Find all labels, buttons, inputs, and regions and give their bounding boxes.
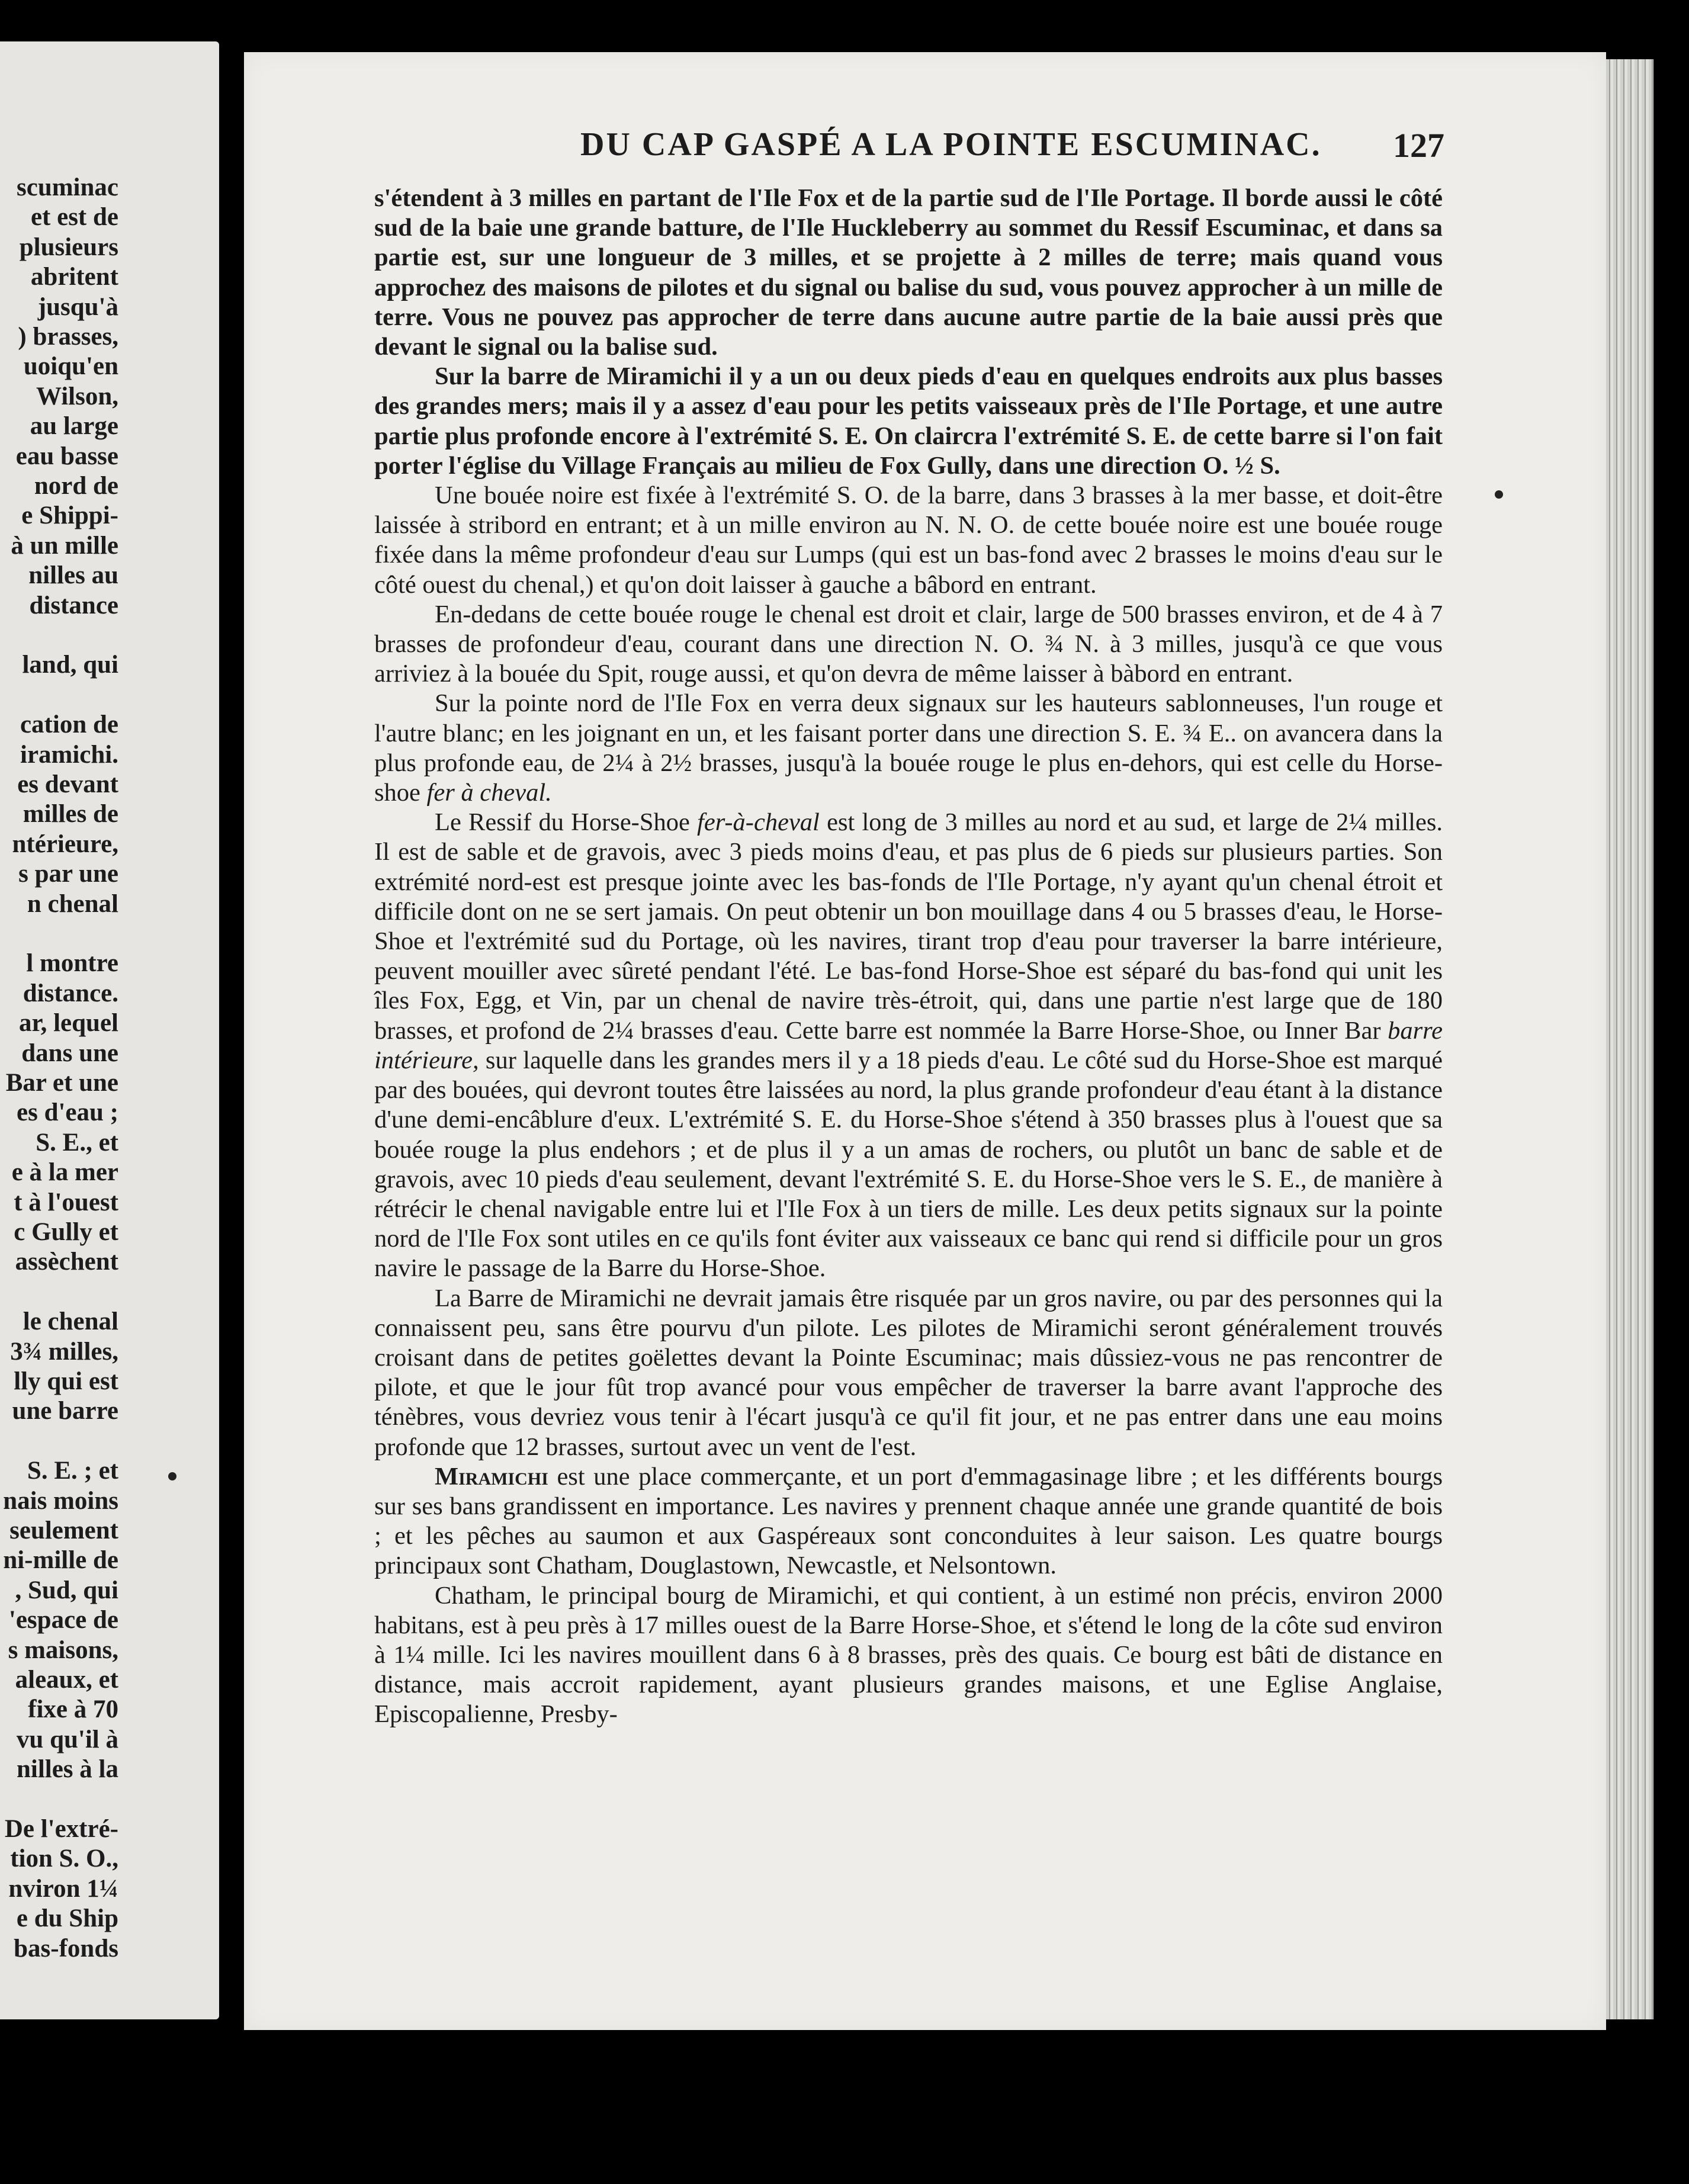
left-page-line: distance. [23,979,118,1007]
left-page-line: à un mille [11,531,118,560]
left-page-line: 'espace de [8,1606,118,1634]
left-page-line: abritent [30,263,118,291]
left-page-line: es devant [17,770,118,798]
running-head: DU CAP GASPÉ A LA POINTE ESCUMINAC. [580,126,1322,163]
left-page-line: tion S. O., [10,1845,118,1873]
left-page-line: nilles au [28,561,118,590]
page-number: 127 [1393,126,1444,165]
left-page-line: et est de [30,203,118,232]
paragraph: La Barre de Miramichi ne devrait jamais être risquée par un gros navire, ou par des personnes qui la connaissent peu, sans être pourvu d'un pilote. Les pilotes de Miramichi seront généralement trouvés croisant dans de petites goëlettes devant la Pointe Escuminac; mais dûssiez-vous ne pas rencontrer de pilote, et que le jour fût trop avancé pour vous empêcher de traverser la barre avant l'approche des ténèbres, vous devriez vous tenir à l'écart jusqu'à ce qu'il fit jour, et ne pas entrer dans une eau moins profonde que 12 brasses, surtout avec un vent de l'est. [374,1284,1443,1461]
left-page-line: bas-fonds [14,1934,118,1963]
left-page-line: 3¾ milles, [10,1337,118,1366]
paragraph: Une bouée noire est fixée à l'extrémité S. O. de la barre, dans 3 brasses à la mer basse, et doit-être laissée à stribord en entrant; et à un mille environ au N. N. O. de cette bouée noire est une bouée rouge fixée dans la même profondeur d'eau sur Lumps (qui est un bas-fond avec 2 brasses le moins d'eau sur le côté ouest du chenal,) et qu'on doit laisser à gauche a bâbord en entrant. [374,481,1443,599]
left-page-line: fixe à 70 [28,1695,118,1724]
left-page-line: une barre [12,1397,118,1425]
paragraph: Sur la barre de Miramichi il y a un ou deux pieds d'eau en quelques endroits aux plus basses des grandes mers; mais il y a assez d'eau pour les petits vaisseaux près de l'Ile Portage, et une autre partie plus profonde encore à l'extrémité S. E. On claircra l'extrémité S. E. de cette barre si l'on fait porter l'église du Village Français au milieu de Fox Gully, dans une direction O. ½ S. [374,362,1443,480]
paragraph: Le Ressif du Horse-Shoe fer-à-cheval est long de 3 milles au nord et au sud, et large de 2¼ milles. Il est de sable et de gravois, avec 3 pieds moins d'eau, et pas plus de 6 pieds sur plusieurs parties. Son extrémité nord-est est presque jointe avec les bas-fonds de l'Ile Portage, n'y ayant qu'un chenal étroit et difficile dont on ne se sert jamais. On peut obtenir un bon mouillage dans 4 ou 5 brasses d'eau, le Horse-Shoe et l'extrémité sud du Portage, où les navires, tirant trop d'eau pour traverser la barre intérieure, peuvent mouiller avec sûreté pendant l'été. Le bas-fond Horse-Shoe est séparé du bas-fond qui unit les îles Fox, Egg, et Vin, par un chenal de navire très-étroit, qui, dans une partie n'est large que de 180 brasses, et profond de 2¼ brasses d'eau. Cette barre est nommée la Barre Horse-Shoe, ou Inner Bar barre intérieure, sur laquelle dans les grandes mers il y a 18 pieds d'eau. Le côté sud du Horse-Shoe est marqué par des bouées, qui devront toutes être laissées au nord, la plus grande profondeur d'eau étant à la distance d'une demi-encâblure d'eux. L'extrémité S. E. du Horse-Shoe s'étend à 350 brasses plus à l'ouest que sa bouée rouge la plus endehors ; et de plus il y a un amas de rochers, ou plutôt un banc de sable et de gravois, avec 10 pieds d'eau seulement, devant l'extrémité S. E. du Horse-Shoe vers le S. E., de manière à rétrécir le chenal navigable entre lui et l'Ile Fox à un tiers de mille. Les deux petits signaux sur la pointe nord de l'Ile Fox sont utiles en ce qu'ils font éviter aux vaisseaux ce banc qui rend si difficile pour un gros navire le passage de la Barre du Horse-Shoe. [374,808,1443,1283]
left-page-line: vu qu'il à [16,1725,118,1753]
left-page-line: Wilson, [36,382,118,410]
paragraph: s'étendent à 3 milles en partant de l'Ile Fox et de la partie sud de l'Ile Portage. Il borde aussi le côté sud de la baie une grande batture, de l'Ile Huckleberry au sommet du Ressif Escuminac, et dans sa partie est, sur une longueur de 3 milles, et se projette à 2 milles de terre; mais quand vous approchez des maisons de pilotes et du signal ou balise du sud, vous pouvez approcher à un mille de terre. Vous ne pouvez pas approcher de terre dans aucune autre partie de la baie aussi près que devant le signal ou la balise sud. [374,184,1443,361]
left-page-line: l montre [26,949,118,978]
facing-page-left [0,41,219,2019]
paragraph: Chatham, le principal bourg de Miramichi, et qui contient, à un estimé non précis, environ 2000 habitans, est à peu près à 17 milles ouest de la Barre Horse-Shoe, et s'étend le long de la côte sud environ à 1¼ mille. Ici les navires mouillent dans 6 à 8 brasses, près des quais. Ce bourg est bâti de distance en distance, mais accroit rapidement, ayant plusieurs grandes maisons, et une Eglise Anglaise, Episcopalienne, Presby- [374,1581,1443,1729]
left-page-line: le chenal [23,1308,118,1336]
left-page-line: iramichi. [20,740,118,769]
left-page-line: Bar et une [5,1069,118,1097]
left-page-line: au large [30,412,118,441]
left-page-line: S. E. ; et [27,1457,118,1485]
left-page-line: nviron 1¼ [8,1874,118,1903]
left-page-line: cation de [20,711,118,739]
left-page-line: milles de [23,800,118,828]
left-page-line: e du Ship [16,1904,118,1933]
left-page-line: ) brasses, [18,323,118,351]
left-page-line: es d'eau ; [17,1099,118,1127]
left-page-line: De l'extré- [4,1815,118,1843]
left-page-line: nais moins [3,1486,118,1515]
left-page-line: t à l'ouest [14,1188,118,1216]
left-page-line: seulement [9,1517,118,1544]
left-page-line: e Shippi- [21,502,118,530]
left-page-line: s par une [18,860,118,888]
left-page-line: plusieurs [19,233,118,261]
left-page-line: ni-mille de [3,1546,118,1575]
left-page-line: jusqu'à [37,293,118,321]
page-edges [1606,59,1653,2019]
left-page-line: nord de [34,472,118,500]
left-page-line: ar, lequel [18,1009,118,1038]
left-page-line: ntérieure, [12,830,118,858]
ink-speck [168,1472,176,1480]
left-page-line: S. E., et [36,1128,118,1157]
left-page-line: land, qui [22,651,118,679]
left-page-line: uoiqu'en [23,352,118,381]
left-page-line: n chenal [27,889,118,918]
left-page-line: dans une [21,1039,118,1067]
ink-speck [1495,490,1503,499]
left-page-line: eau basse [15,442,118,470]
left-page-line: assèchent [15,1248,118,1276]
left-page-line: s maisons, [8,1636,118,1664]
left-page-line: nilles à la [16,1755,118,1784]
left-page-line: aleaux, et [15,1666,118,1694]
left-page-line: e à la mer [11,1158,118,1187]
left-page-line: c Gully et [14,1218,118,1246]
body-text [374,184,1443,1730]
paragraph: En-dedans de cette bouée rouge le chenal est droit et clair, large de 500 brasses environ, et de 4 à 7 brasses de profondeur d'eau, courant dans une direction N. O. ¾ N. à 3 milles, jusqu'à ce que vous arriviez à la bouée du Spit, rouge aussi, et qu'on devra de même laisser à bàbord en entrant. [374,600,1443,688]
left-page-line: distance [29,591,118,619]
left-page-line: scuminac [17,174,118,201]
paragraph: Sur la pointe nord de l'Ile Fox en verra deux signaux sur les hauteurs sablonneuses, l'un rouge et l'autre blanc; en les joignant en un, et les faisant porter dans une direction S. E. ¾ E.. on avancera dans la plus profonde eau, de 2¼ à 2½ brasses, jusqu'à la bouée rouge le plus en-dehors, qui est celle du Horse-shoe fer à cheval. [374,689,1443,807]
left-page-line: , Sud, qui [15,1576,118,1604]
paragraph: Miramichi est une place commerçante, et un port d'emmagasinage libre ; et les différents bourgs sur ses bans grandissent en importance. Les navires y prennent chaque année une grande quantité de bois ; et les pêches au saumon et aux Gaspéreaux sont conconduites à leur saison. Les quatre bourgs principaux sont Chatham, Douglastown, Newcastle, et Nelsontown. [374,1462,1443,1580]
left-page-line: lly qui est [14,1367,118,1395]
